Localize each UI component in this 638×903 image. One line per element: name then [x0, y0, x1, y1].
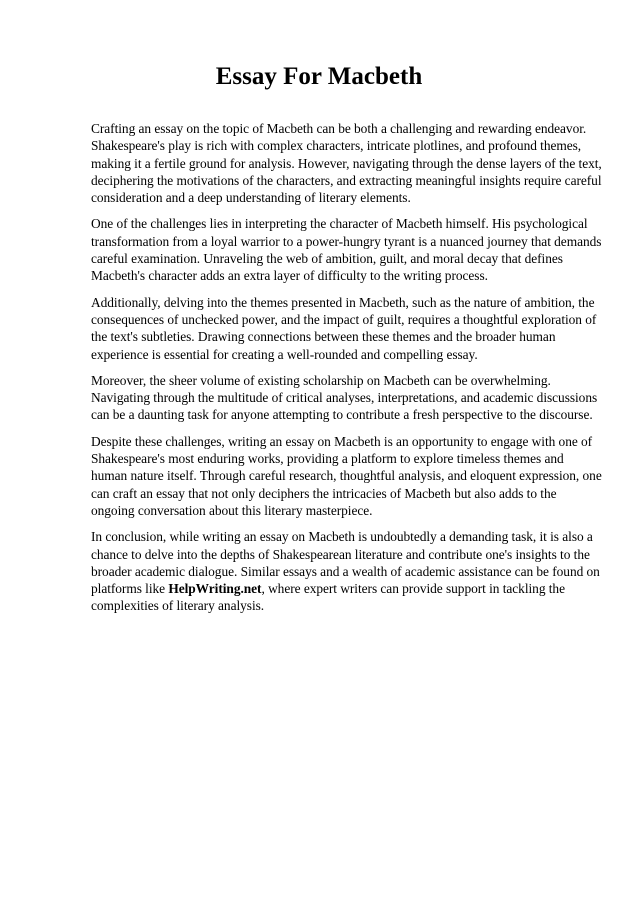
paragraph-1: Crafting an essay on the topic of Macbeth can be both a challenging and rewarding endeavor. Shakespeare's play is rich with complex characters, intricate plotlines, and profound themes, making it a fertile ground for analysis. However, navigating through the dense layers of the text, deciphering the motivations of the characters, and extracting meaningful insights require careful consideration and a deep understanding of literary elements. [91, 121, 602, 206]
paragraph-2: One of the challenges lies in interpreting the character of Macbeth himself. His psychological transformation from a loyal warrior to a power-hungry tyrant is a nuanced journey that demands careful examination. Unraveling the web of ambition, guilt, and moral decay that defines Macbeth's character adds an extra layer of difficulty to the writing process. [91, 216, 602, 284]
paragraph-4: Moreover, the sheer volume of existing scholarship on Macbeth can be overwhelming. Navigating through the multitude of critical analyses, interpretations, and academic discussions can be a daunting task for anyone attempting to contribute a fresh perspective to the discourse. [91, 372, 598, 423]
essay-body [91, 120, 603, 624]
paragraph-6 [91, 528, 603, 614]
paragraph-6-before-link: In conclusion, while writing an essay on Macbeth is undoubtedly a demanding task, it is also a chance to delve into the depths of Shakespearean literature and contribute one's insights to the broader academic dialogue. Similar essays and a wealth of academic assistance can be found on platforms like [91, 529, 600, 597]
paragraph-5: Despite these challenges, writing an essay on Macbeth is an opportunity to engage with one of Shakespeare's most enduring works, providing a platform to explore timeless themes and human nature itself. Through careful research, thoughtful analysis, and eloquent expression, one can craft an essay that not only deciphers the intricacies of Macbeth but also adds to the ongoing conversation about this literary masterpiece. [91, 433, 602, 518]
page-title: Essay For Macbeth [215, 63, 423, 90]
helpwriting-link[interactable]: HelpWriting.net [168, 581, 262, 597]
paragraph-6-after-link: , where expert writers can provide support in tackling the complexities of literary analysis. [91, 581, 565, 614]
paragraph-3: Additionally, delving into the themes presented in Macbeth, such as the nature of ambition, the consequences of unchecked power, and the impact of guilt, requires a thoughtful exploration of the text's subtleties. Drawing connections between these themes and the broader human experience is essential for creating a well-rounded and compelling essay. [91, 294, 597, 362]
